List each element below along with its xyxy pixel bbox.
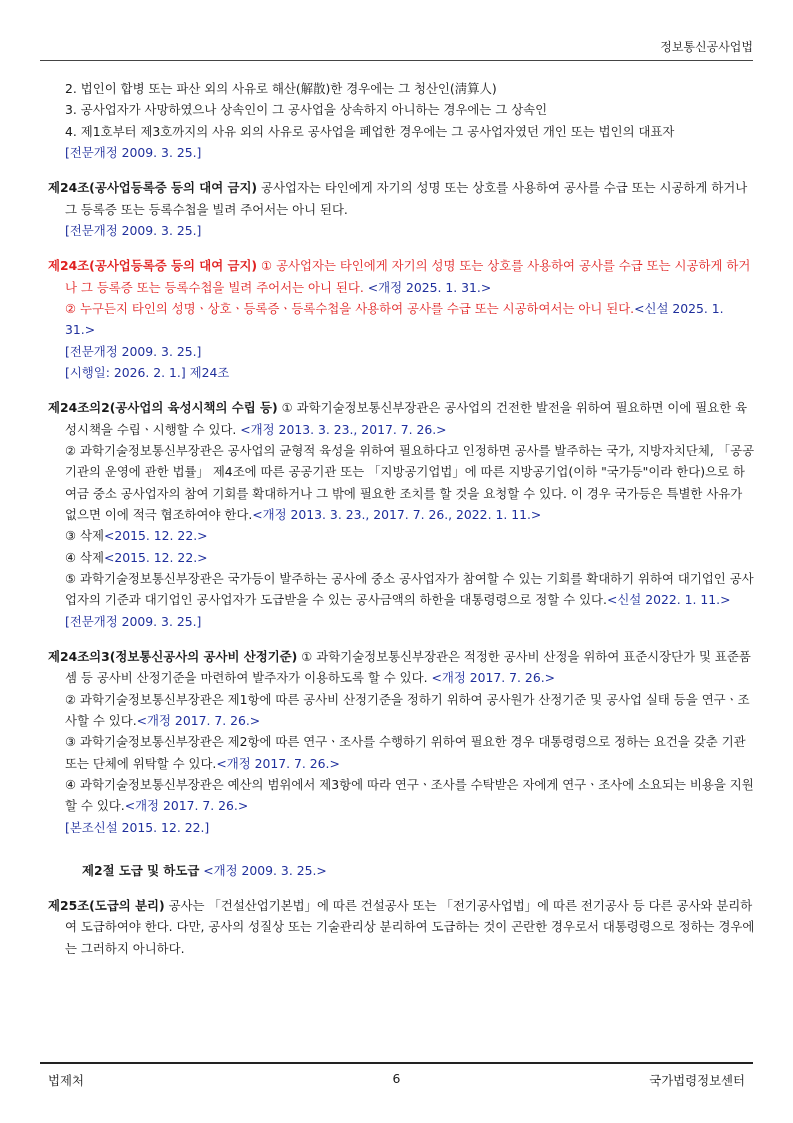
article-text: 공사업자는 타인에게 자기의 성명 또는 상호를 사용하여 공사를 수급 또는 시공하게 하거나 그 등록증 또는 등록수첩을 빌려 주어서는 아니 된다.: [65, 180, 748, 217]
article-24-amended: [48, 255, 756, 298]
paragraph-text: ② 과학기술정보통신부장관은 제1항에 따른 공사비 산정기준을 정하기 위하여 공사원가 산정기준 및 공사업 실태 등을 연구ㆍ조사할 수 있다.: [65, 691, 750, 728]
revision-note: [전문개정 2009. 3. 25.]: [65, 144, 202, 160]
section-heading: [48, 860, 756, 881]
revision-note: [본조신설 2015. 12. 22.]: [65, 819, 210, 835]
amendment-note: <개정 2009. 3. 25.>: [199, 862, 327, 878]
amendment-note: <2015. 12. 22.>: [104, 528, 208, 544]
paragraph-text: ③ 과학기술정보통신부장관은 제2항에 따른 연구ㆍ조사를 수행하기 위하여 필요한 경우 대통령령으로 정하는 요건을 갖춘 기관 또는 단체에 위탁할 수 있다.: [65, 734, 746, 771]
paragraph-text: ③ 삭제: [65, 528, 104, 544]
article-text: ① 과학기술정보통신부장관은 공사업의 건전한 발전을 위하여 필요하면 이에 필요한 육성시책을 수립ㆍ시행할 수 있다.: [65, 400, 748, 437]
article-heading: 제24조의2(공사업의 육성시책의 수립 등): [48, 400, 278, 416]
article-heading: 제24조의3(정보통신공사의 공사비 산정기준): [48, 648, 298, 664]
effective-date-note: [시행일: 2026. 2. 1.] 제24조: [65, 364, 230, 380]
article-24-current: [48, 177, 756, 220]
revision-note: [전문개정 2009. 3. 25.]: [65, 222, 202, 238]
footer-source: 법제처: [48, 1073, 84, 1088]
list-item: 4. 제1호부터 제3호까지의 사유 외의 사유로 공사업을 폐업한 경우에는 그 공사업자였던 개인 또는 법인의 대표자: [65, 123, 675, 139]
section-title: 제2절 도급 및 하도급: [82, 862, 200, 878]
amendment-note: <개정 2017. 7. 26.>: [136, 712, 261, 728]
amendment-note: <개정 2017. 7. 26.>: [216, 755, 340, 771]
paragraph-text: ④ 삭제: [65, 549, 104, 565]
header-rule: [40, 60, 753, 61]
footer-publisher: 국가법령정보센터: [649, 1073, 745, 1088]
amendment-note: <신설 2025. 1. 31.>: [65, 300, 724, 338]
amendment-note: <2015. 12. 22.>: [104, 549, 208, 565]
paragraph-text: ② 과학기술정보통신부장관은 공사업의 균형적 육성을 위하여 필요하다고 인정하면 공사를 발주하는 국가, 지방자치단체, 「공공기관의 운영에 관한 법률」 제4조에 따른 공공기관 또는 「지방공기업법」에 따른 지방공기업(이하 "국가등"이라 한다)으로 하여금 중소 공사업자의 참여 기회를 확대하거나 그 밖에 필요한 조치를 할 것을 요청할 수 있다. 이 경우 국가등은 특별한 사유가 없으면 이에 적극 협조하여야 한다.: [65, 442, 755, 522]
article-heading: 제25조(도급의 분리): [48, 898, 165, 914]
list-item: 3. 공사업자가 사망하였으나 상속인이 그 공사업을 상속하지 아니하는 경우에는 그 상속인: [65, 102, 548, 118]
list-item: 2. 법인이 합병 또는 파산 외의 사유로 해산(解散)한 경우에는 그 청산인(淸算人): [65, 81, 497, 96]
amendment-note: <개정 2013. 3. 23., 2017. 7. 26.>: [236, 421, 447, 437]
paragraph-text: ⑤ 과학기술정보통신부장관은 국가등이 발주하는 공사에 중소 공사업자가 참여할 수 있는 기회를 확대하기 위하여 대기업인 공사업자의 기준과 대기업인 공사업자가 도급받을 수 있는 공사금액의 하한을 대통령령으로 정할 수 있다.: [65, 570, 754, 608]
article-25: [48, 895, 756, 959]
article-24-2: [48, 397, 756, 440]
revision-note: [전문개정 2009. 3. 25.]: [65, 613, 202, 629]
page-header-title: 정보통신공사업법: [660, 40, 753, 54]
amendment-note: <개정 2017. 7. 26.>: [124, 798, 249, 814]
amendment-note: <신설 2022. 1. 11.>: [606, 592, 731, 608]
article-text: ① 공사업자는 타인에게 자기의 성명 또는 상호를 사용하여 공사를 수급 또는 시공하게 하거나 그 등록증 또는 등록수첩을 빌려 주어서는 아니 된다.: [65, 258, 751, 295]
amendment-note: <개정 2017. 7. 26.>: [427, 670, 556, 686]
footer-rule: [40, 1062, 753, 1064]
paragraph-text: ④ 과학기술정보통신부장관은 예산의 범위에서 제3항에 따라 연구ㆍ조사를 수탁받은 자에게 연구ㆍ조사에 소요되는 비용을 지원할 수 있다.: [65, 776, 754, 814]
page-number: 6: [392, 1071, 401, 1086]
document-body: [48, 78, 756, 959]
article-text: 공사는 「건설산업기본법」에 따른 건설공사 또는 「전기공사업법」에 따른 전기공사 등 다른 공사와 분리하여 도급하여야 한다. 다만, 공사의 성질상 또는 기술관리상 분리하여 도급하는 것이 곤란한 경우로서 대통령령으로 정하는 경우에는 그러하지 아니하다.: [65, 898, 755, 956]
article-text: ① 과학기술정보통신부장관은 적정한 공사비 산정을 위하여 표준시장단가 및 표준품셈 등 공사비 산정기준을 마련하여 발주자가 이용하도록 할 수 있다.: [65, 648, 751, 686]
paragraph-text: ② 누구든지 타인의 성명ㆍ상호ㆍ등록증ㆍ등록수첩을 사용하여 공사를 수급 또는 시공하여서는 아니 된다.: [65, 300, 635, 316]
amendment-note: <개정 2013. 3. 23., 2017. 7. 26., 2022. 1. 11.>: [252, 506, 542, 522]
article-24-3: [48, 646, 756, 689]
amendment-note: <개정 2025. 1. 31.>: [363, 279, 492, 295]
article-heading: 제24조(공사업등록증 등의 대여 금지): [48, 180, 258, 196]
revision-note: [전문개정 2009. 3. 25.]: [65, 343, 202, 359]
article-heading: 제24조(공사업등록증 등의 대여 금지): [48, 258, 258, 274]
